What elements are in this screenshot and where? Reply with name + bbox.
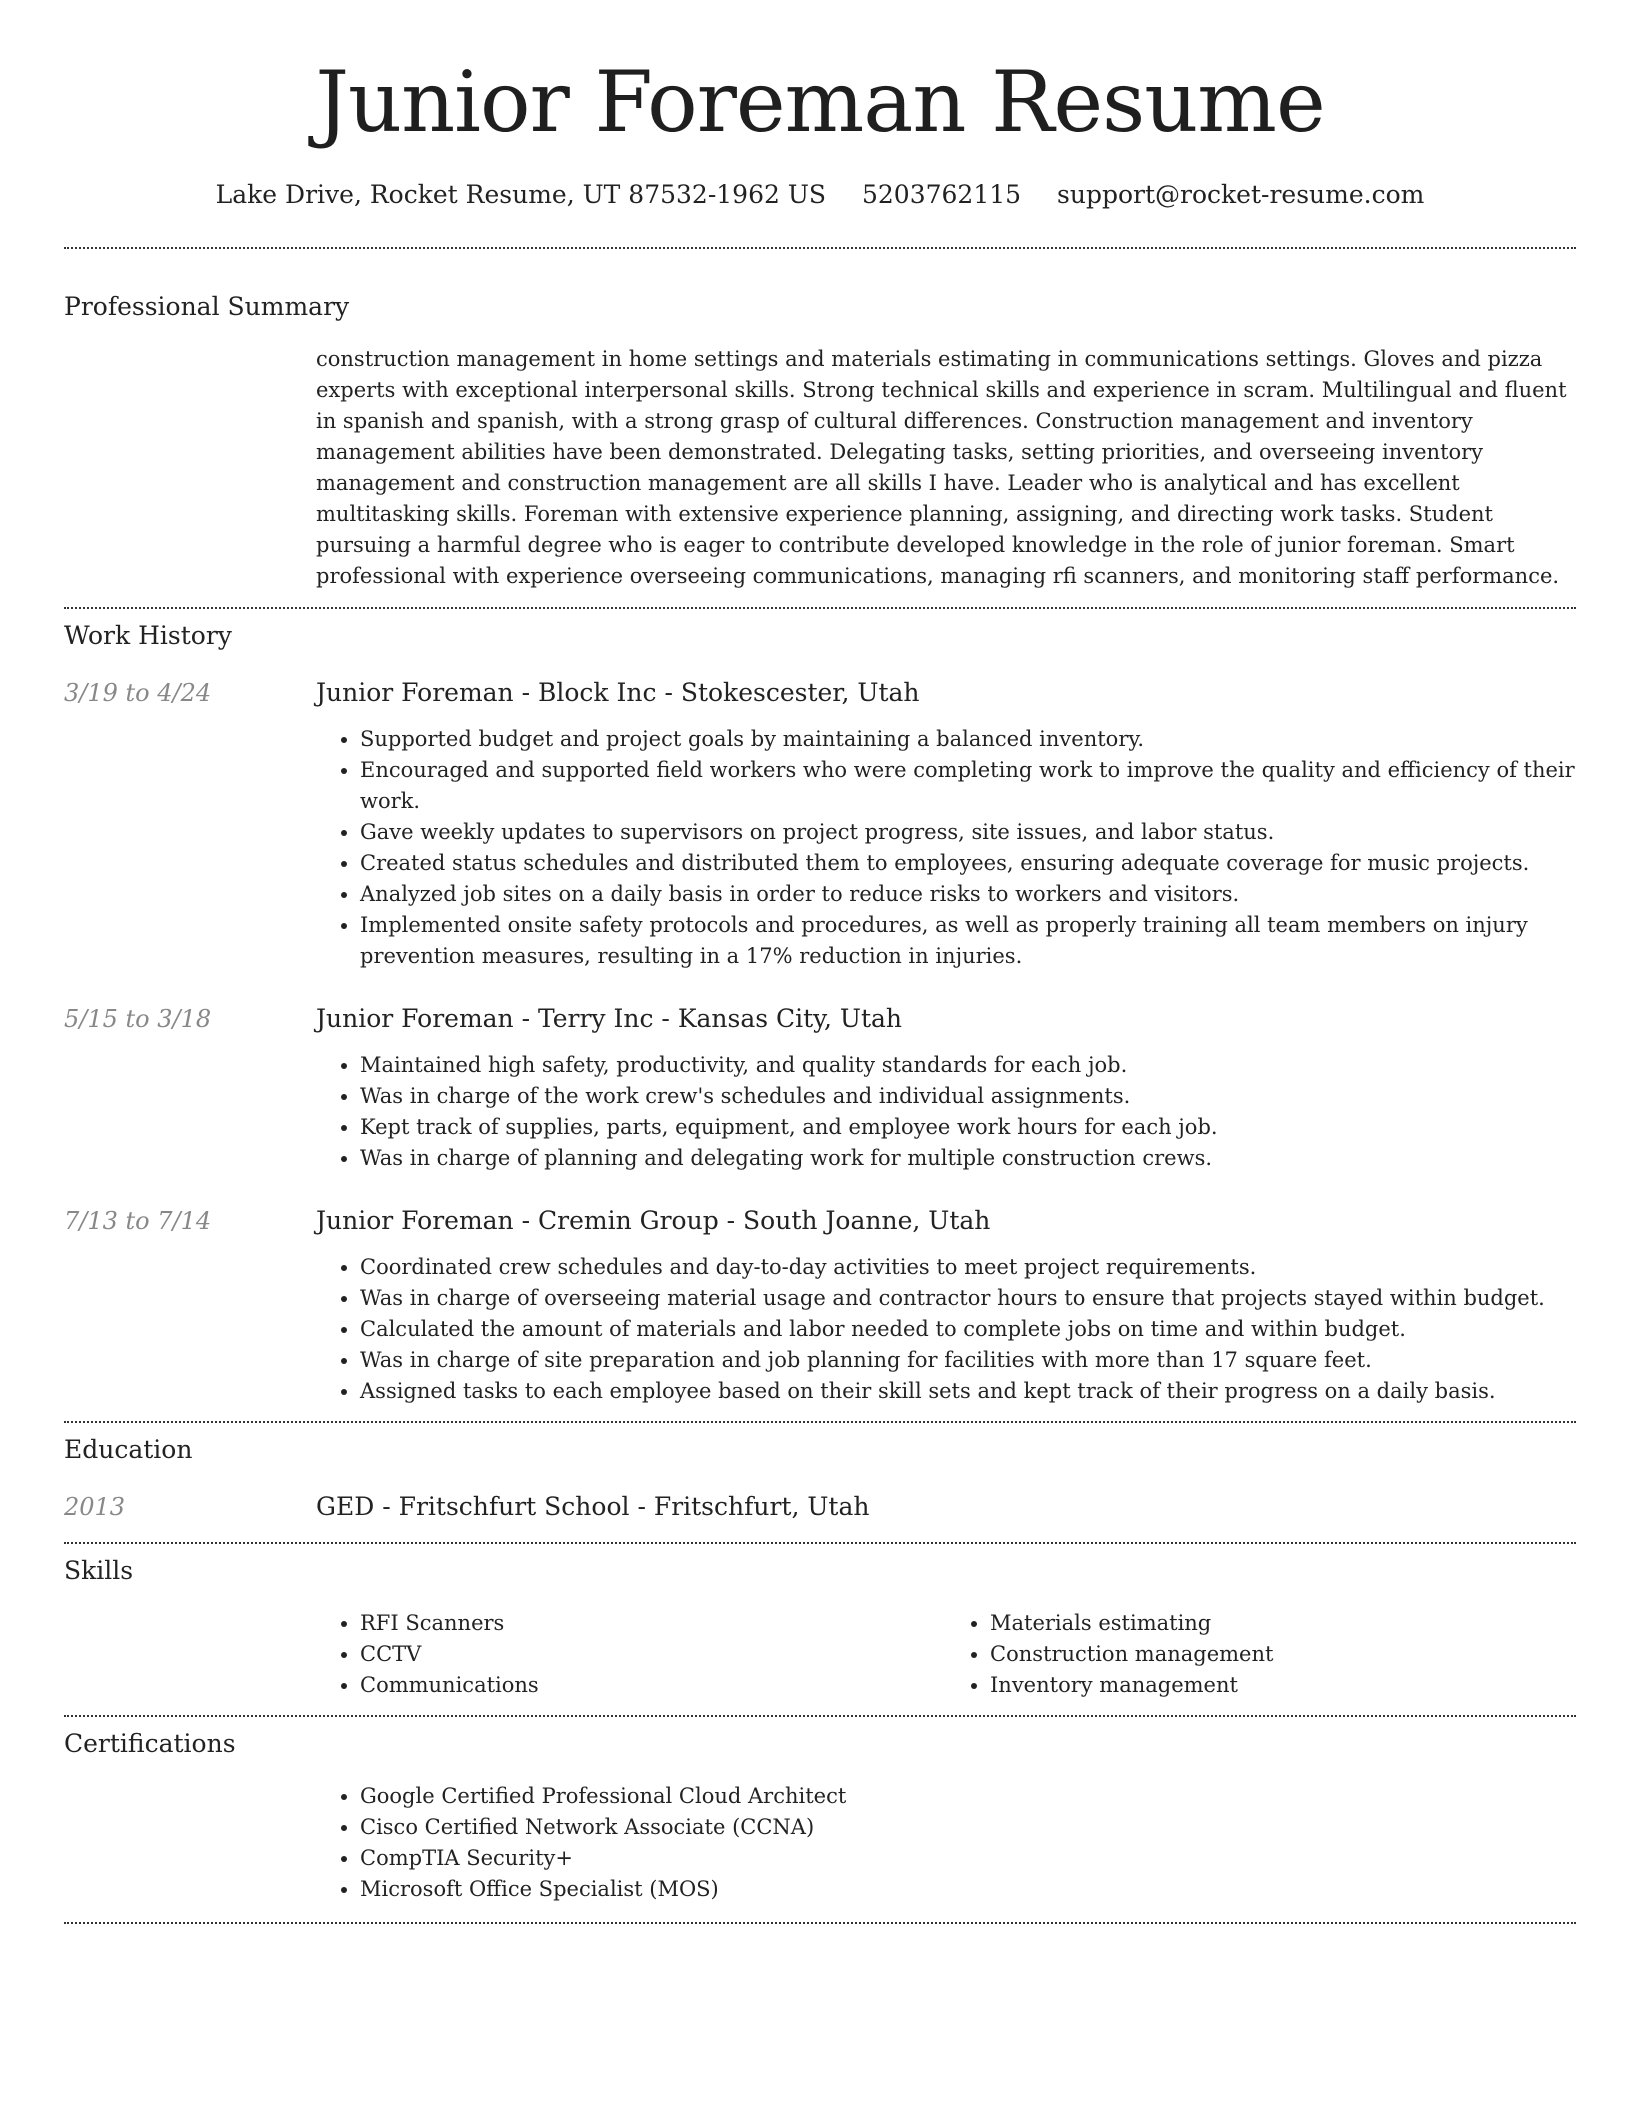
job-bullets (316, 1050, 1576, 1174)
skill-item: • CCTV (360, 1639, 946, 1670)
job-bullet: • Was in charge of overseeing material usage and contractor hours to ensure that projects stayed within budget. (360, 1283, 1576, 1314)
divider (64, 1542, 1576, 1544)
job-title: Junior Foreman - Terry Inc - Kansas City, Utah (316, 1004, 902, 1033)
certification-item: • Google Certified Professional Cloud Architect (360, 1781, 976, 1812)
education-entry (64, 1490, 1576, 1524)
section-title-skills: Skills (64, 1556, 134, 1585)
contact-line (64, 178, 1576, 212)
job-title: Junior Foreman - Cremin Group - South Joanne, Utah (316, 1206, 991, 1235)
job-bullet: • Created status schedules and distributed them to employees, ensuring adequate coverage for music projects. (360, 848, 1576, 879)
contact-email: support@rocket-resume.com (1057, 180, 1425, 209)
job-bullet: • Gave weekly updates to supervisors on project progress, site issues, and labor status. (360, 817, 1576, 848)
job-dates: 3/19 to 4/24 (64, 679, 212, 707)
job-bullet: • Coordinated crew schedules and day-to-day activities to meet project requirements. (360, 1252, 1576, 1283)
job-bullet: • Was in charge of the work crew's schedules and individual assignments. (360, 1081, 1576, 1112)
contact-phone: 5203762115 (862, 180, 1022, 209)
divider (64, 1421, 1576, 1423)
job-entry (64, 676, 1576, 972)
resume-page (64, 0, 1576, 1924)
job-bullet: • Analyzed job sites on a daily basis in order to reduce risks to workers and visitors. (360, 879, 1576, 910)
certification-item: • CompTIA Security+ (360, 1843, 976, 1874)
skills-column-right (946, 1608, 1576, 1701)
certification-item: • Microsoft Office Specialist (MOS) (360, 1874, 976, 1905)
section-title-summary: Professional Summary (64, 292, 350, 321)
certifications-list (316, 1781, 1576, 1905)
summary-text: construction management in home settings and materials estimating in communications settings. Gloves and pizza experts with exceptional interpersonal skills. Strong technical skills and experience in scram. Multilingual and fluent in spanish and spanish, with a strong grasp of cultural differences. Construction management and inventory management abilities have been demonstrated. Delegating tasks, setting priorities, and overseeing inventory management and construction management are all skills I have. Leader who is analytical and has excellent multitasking skills. Foreman with extensive experience planning, assigning, and directing work tasks. Student pursuing a harmful degree who is eager to contribute developed knowledge in the role of junior foreman. Smart professional with experience overseeing communications, managing rfi scanners, and monitoring staff performance. (316, 347, 1567, 588)
skill-item: • Communications (360, 1670, 946, 1701)
job-dates: 7/13 to 7/14 (64, 1207, 212, 1235)
job-bullets (316, 724, 1576, 972)
job-bullet: • Calculated the amount of materials and labor needed to complete jobs on time and within budget. (360, 1314, 1576, 1345)
divider (64, 1715, 1576, 1717)
job-bullet: • Encouraged and supported field workers who were completing work to improve the quality and efficiency of their work. (360, 755, 1576, 817)
skill-item: • Inventory management (990, 1670, 1576, 1701)
resume-title: Junior Foreman Resume (315, 53, 1325, 151)
section-title-work-history: Work History (64, 621, 232, 650)
job-bullet: • Was in charge of planning and delegating work for multiple construction crews. (360, 1143, 1576, 1174)
skill-item: • Materials estimating (990, 1608, 1576, 1639)
certifications-column (316, 1781, 976, 1905)
education-title: GED - Fritschfurt School - Fritschfurt, Utah (316, 1492, 870, 1521)
skills-list (316, 1608, 1576, 1701)
skills-column-left (316, 1608, 946, 1701)
section-title-certifications: Certifications (64, 1729, 236, 1758)
job-title: Junior Foreman - Block Inc - Stokescester, Utah (316, 678, 920, 707)
skill-item: • Construction management (990, 1639, 1576, 1670)
education-year: 2013 (64, 1493, 126, 1521)
job-bullet: • Supported budget and project goals by maintaining a balanced inventory. (360, 724, 1576, 755)
contact-address: Lake Drive, Rocket Resume, UT 87532-1962 US (215, 180, 827, 209)
divider (64, 607, 1576, 609)
divider (64, 247, 1576, 249)
job-bullets (316, 1252, 1576, 1407)
job-bullet: • Implemented onsite safety protocols and procedures, as well as properly training all team members on injury prevention measures, resulting in a 17% reduction in injuries. (360, 910, 1576, 972)
certification-item: • Cisco Certified Network Associate (CCNA) (360, 1812, 976, 1843)
job-entry (64, 1002, 1576, 1174)
divider (64, 1922, 1576, 1924)
job-bullet: • Assigned tasks to each employee based on their skill sets and kept track of their progress on a daily basis. (360, 1376, 1576, 1407)
job-dates: 5/15 to 3/18 (64, 1005, 212, 1033)
section-title-education: Education (64, 1435, 193, 1464)
job-entry (64, 1204, 1576, 1407)
job-bullet: • Maintained high safety, productivity, and quality standards for each job. (360, 1050, 1576, 1081)
skill-item: • RFI Scanners (360, 1608, 946, 1639)
job-bullet: • Kept track of supplies, parts, equipment, and employee work hours for each job. (360, 1112, 1576, 1143)
job-bullet: • Was in charge of site preparation and job planning for facilities with more than 17 square feet. (360, 1345, 1576, 1376)
